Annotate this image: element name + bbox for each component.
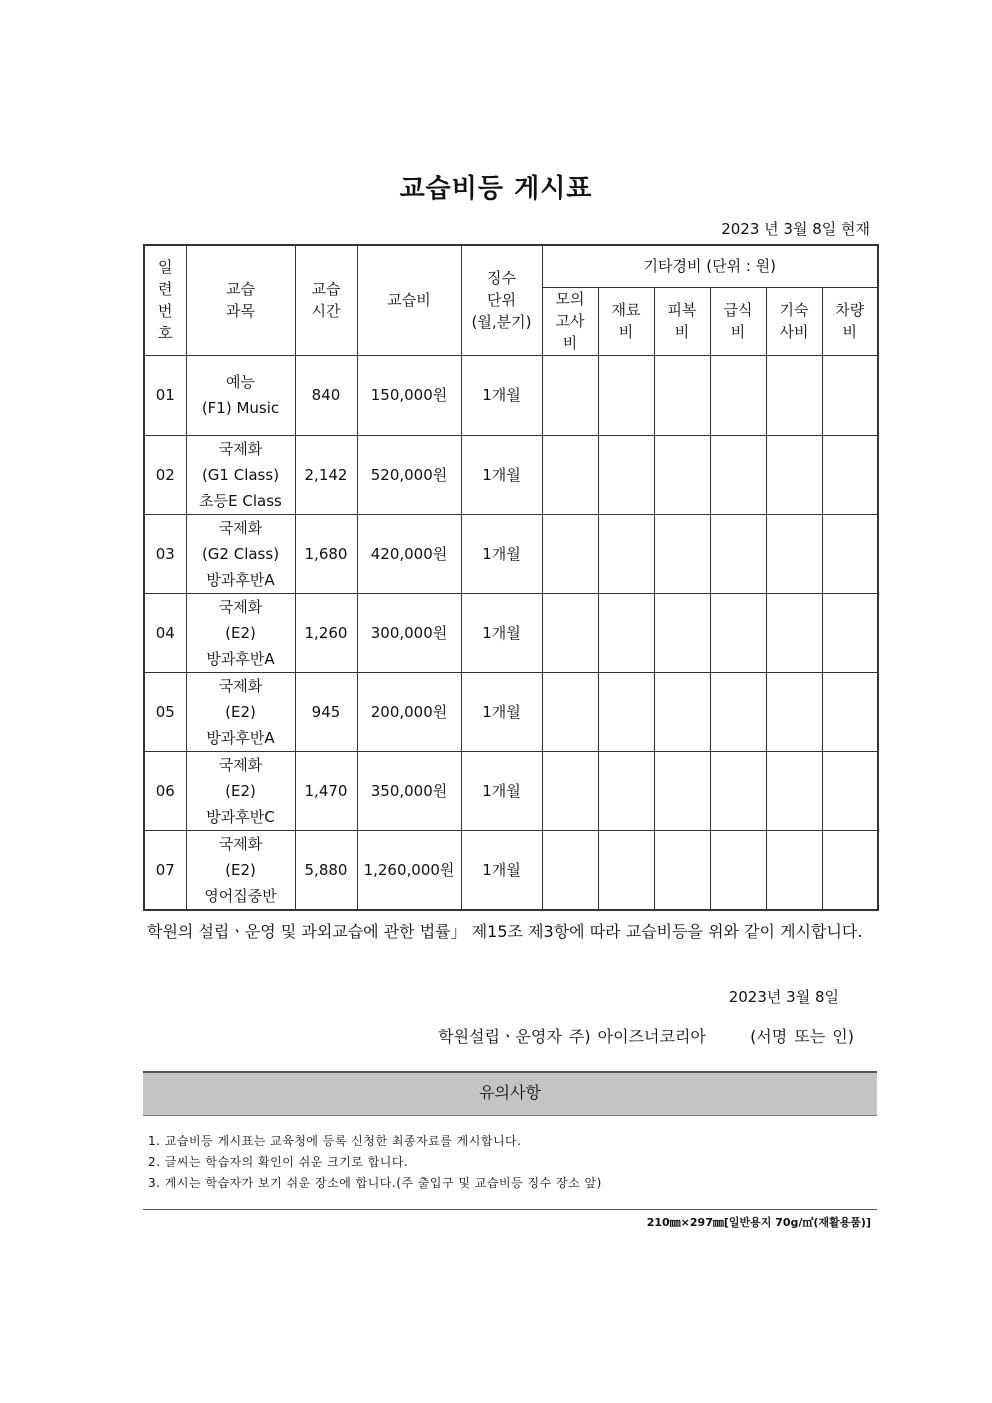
footer-divider: [143, 1209, 877, 1210]
as-of-date: 2023 년 3월 8일 현재: [721, 220, 870, 238]
row-course: 예능 (F1) Music: [186, 355, 295, 435]
row-course: 국제화 (G2 Class) 방과후반A: [186, 514, 295, 593]
row-other-expense: [654, 355, 710, 435]
header-hours: 교습 시간: [295, 245, 357, 355]
row-other-expense: [542, 355, 598, 435]
row-other-expense: [654, 830, 710, 910]
row-other-expense: [710, 830, 766, 910]
signer-name: 주) 아이즈너코리아: [568, 1027, 706, 1046]
row-unit: 1개월: [461, 751, 542, 830]
page-title: 교습비등 게시표: [399, 174, 593, 204]
row-other-expense: [598, 435, 654, 514]
row-other-expense: [710, 435, 766, 514]
notes-list: [148, 1131, 602, 1194]
row-course: 국제화 (E2) 방과후반C: [186, 751, 295, 830]
row-other-expense: [654, 751, 710, 830]
paper-spec: 210㎜×297㎜[일반용지 70g/㎡(재활용품)]: [646, 1216, 871, 1229]
row-course: 국제화 (E2) 방과후반A: [186, 593, 295, 672]
header-meals: 급식 비: [710, 287, 766, 355]
row-number: 07: [144, 830, 186, 910]
row-course: 국제화 (E2) 영어집중반: [186, 830, 295, 910]
row-fee: 300,000원: [357, 593, 461, 672]
row-number: 06: [144, 751, 186, 830]
row-number: 01: [144, 355, 186, 435]
row-hours: 2,142: [295, 435, 357, 514]
row-other-expense: [542, 672, 598, 751]
row-other-expense: [766, 355, 822, 435]
row-fee: 200,000원: [357, 672, 461, 751]
row-hours: 840: [295, 355, 357, 435]
signer-role: 학원설립ㆍ운영자: [438, 1027, 562, 1046]
header-vehicle: 차량 비: [822, 287, 878, 355]
row-unit: 1개월: [461, 514, 542, 593]
signer-sign: (서명 또는 인): [750, 1027, 854, 1046]
row-other-expense: [542, 830, 598, 910]
row-hours: 1,470: [295, 751, 357, 830]
row-unit: 1개월: [461, 672, 542, 751]
table-row: [144, 435, 878, 514]
row-other-expense: [766, 830, 822, 910]
fee-table: [143, 244, 879, 911]
table-row: [144, 751, 878, 830]
row-fee: 1,260,000원: [357, 830, 461, 910]
row-other-expense: [822, 514, 878, 593]
row-other-expense: [710, 514, 766, 593]
row-hours: 945: [295, 672, 357, 751]
row-fee: 420,000원: [357, 514, 461, 593]
row-other-expense: [766, 514, 822, 593]
row-other-expense: [822, 355, 878, 435]
table-row: [144, 355, 878, 435]
header-mock-exam: 모의 고사 비: [542, 287, 598, 355]
row-other-expense: [654, 593, 710, 672]
row-other-expense: [654, 514, 710, 593]
notes-title: 유의사항: [143, 1071, 877, 1116]
row-unit: 1개월: [461, 830, 542, 910]
row-number: 03: [144, 514, 186, 593]
header-fee: 교습비: [357, 245, 461, 355]
row-other-expense: [598, 593, 654, 672]
legal-notice: 학원의 설립ㆍ운영 및 과외교습에 관한 법률」 제15조 제3항에 따라 교습비등을 위와 같이 게시합니다.: [147, 922, 863, 941]
row-other-expense: [822, 593, 878, 672]
header-course: 교습 과목: [186, 245, 295, 355]
row-number: 02: [144, 435, 186, 514]
row-other-expense: [822, 751, 878, 830]
row-hours: 1,260: [295, 593, 357, 672]
row-other-expense: [542, 514, 598, 593]
row-number: 05: [144, 672, 186, 751]
row-other-expense: [598, 514, 654, 593]
header-unit: 징수 단위 (월,분기): [461, 245, 542, 355]
row-unit: 1개월: [461, 435, 542, 514]
note-item: 1. 교습비등 게시표는 교육청에 등록 신청한 최종자료를 게시합니다.: [148, 1134, 522, 1148]
row-other-expense: [766, 751, 822, 830]
row-course: 국제화 (E2) 방과후반A: [186, 672, 295, 751]
row-other-expense: [710, 672, 766, 751]
row-other-expense: [766, 672, 822, 751]
row-course: 국제화 (G1 Class) 초등E Class: [186, 435, 295, 514]
row-other-expense: [654, 435, 710, 514]
row-other-expense: [822, 830, 878, 910]
row-other-expense: [542, 751, 598, 830]
row-number: 04: [144, 593, 186, 672]
row-other-expense: [598, 672, 654, 751]
header-dormitory: 기숙 사비: [766, 287, 822, 355]
signer-line: [438, 1024, 854, 1047]
row-unit: 1개월: [461, 593, 542, 672]
row-other-expense: [822, 435, 878, 514]
row-other-expense: [710, 355, 766, 435]
header-materials: 재료 비: [598, 287, 654, 355]
table-row: [144, 672, 878, 751]
row-hours: 5,880: [295, 830, 357, 910]
header-other-expenses: 기타경비 (단위 : 원): [542, 245, 878, 287]
row-fee: 350,000원: [357, 751, 461, 830]
note-item: 2. 글씨는 학습자의 확인이 쉬운 크기로 합니다.: [148, 1155, 409, 1169]
row-unit: 1개월: [461, 355, 542, 435]
row-other-expense: [822, 672, 878, 751]
row-fee: 150,000원: [357, 355, 461, 435]
row-other-expense: [598, 751, 654, 830]
row-other-expense: [766, 593, 822, 672]
table-row: [144, 830, 878, 910]
row-other-expense: [766, 435, 822, 514]
note-item: 3. 게시는 학습자가 보기 쉬운 장소에 합니다.(주 출입구 및 교습비등 징수 장소 앞): [148, 1176, 602, 1190]
table-row: [144, 514, 878, 593]
row-hours: 1,680: [295, 514, 357, 593]
row-other-expense: [542, 593, 598, 672]
row-fee: 520,000원: [357, 435, 461, 514]
row-other-expense: [710, 751, 766, 830]
row-other-expense: [598, 355, 654, 435]
row-other-expense: [598, 830, 654, 910]
row-other-expense: [654, 672, 710, 751]
row-other-expense: [710, 593, 766, 672]
table-row: [144, 593, 878, 672]
header-no: 일 련 번 호: [144, 245, 186, 355]
row-other-expense: [542, 435, 598, 514]
signature-date: 2023년 3월 8일: [728, 988, 839, 1006]
header-clothing: 피복 비: [654, 287, 710, 355]
